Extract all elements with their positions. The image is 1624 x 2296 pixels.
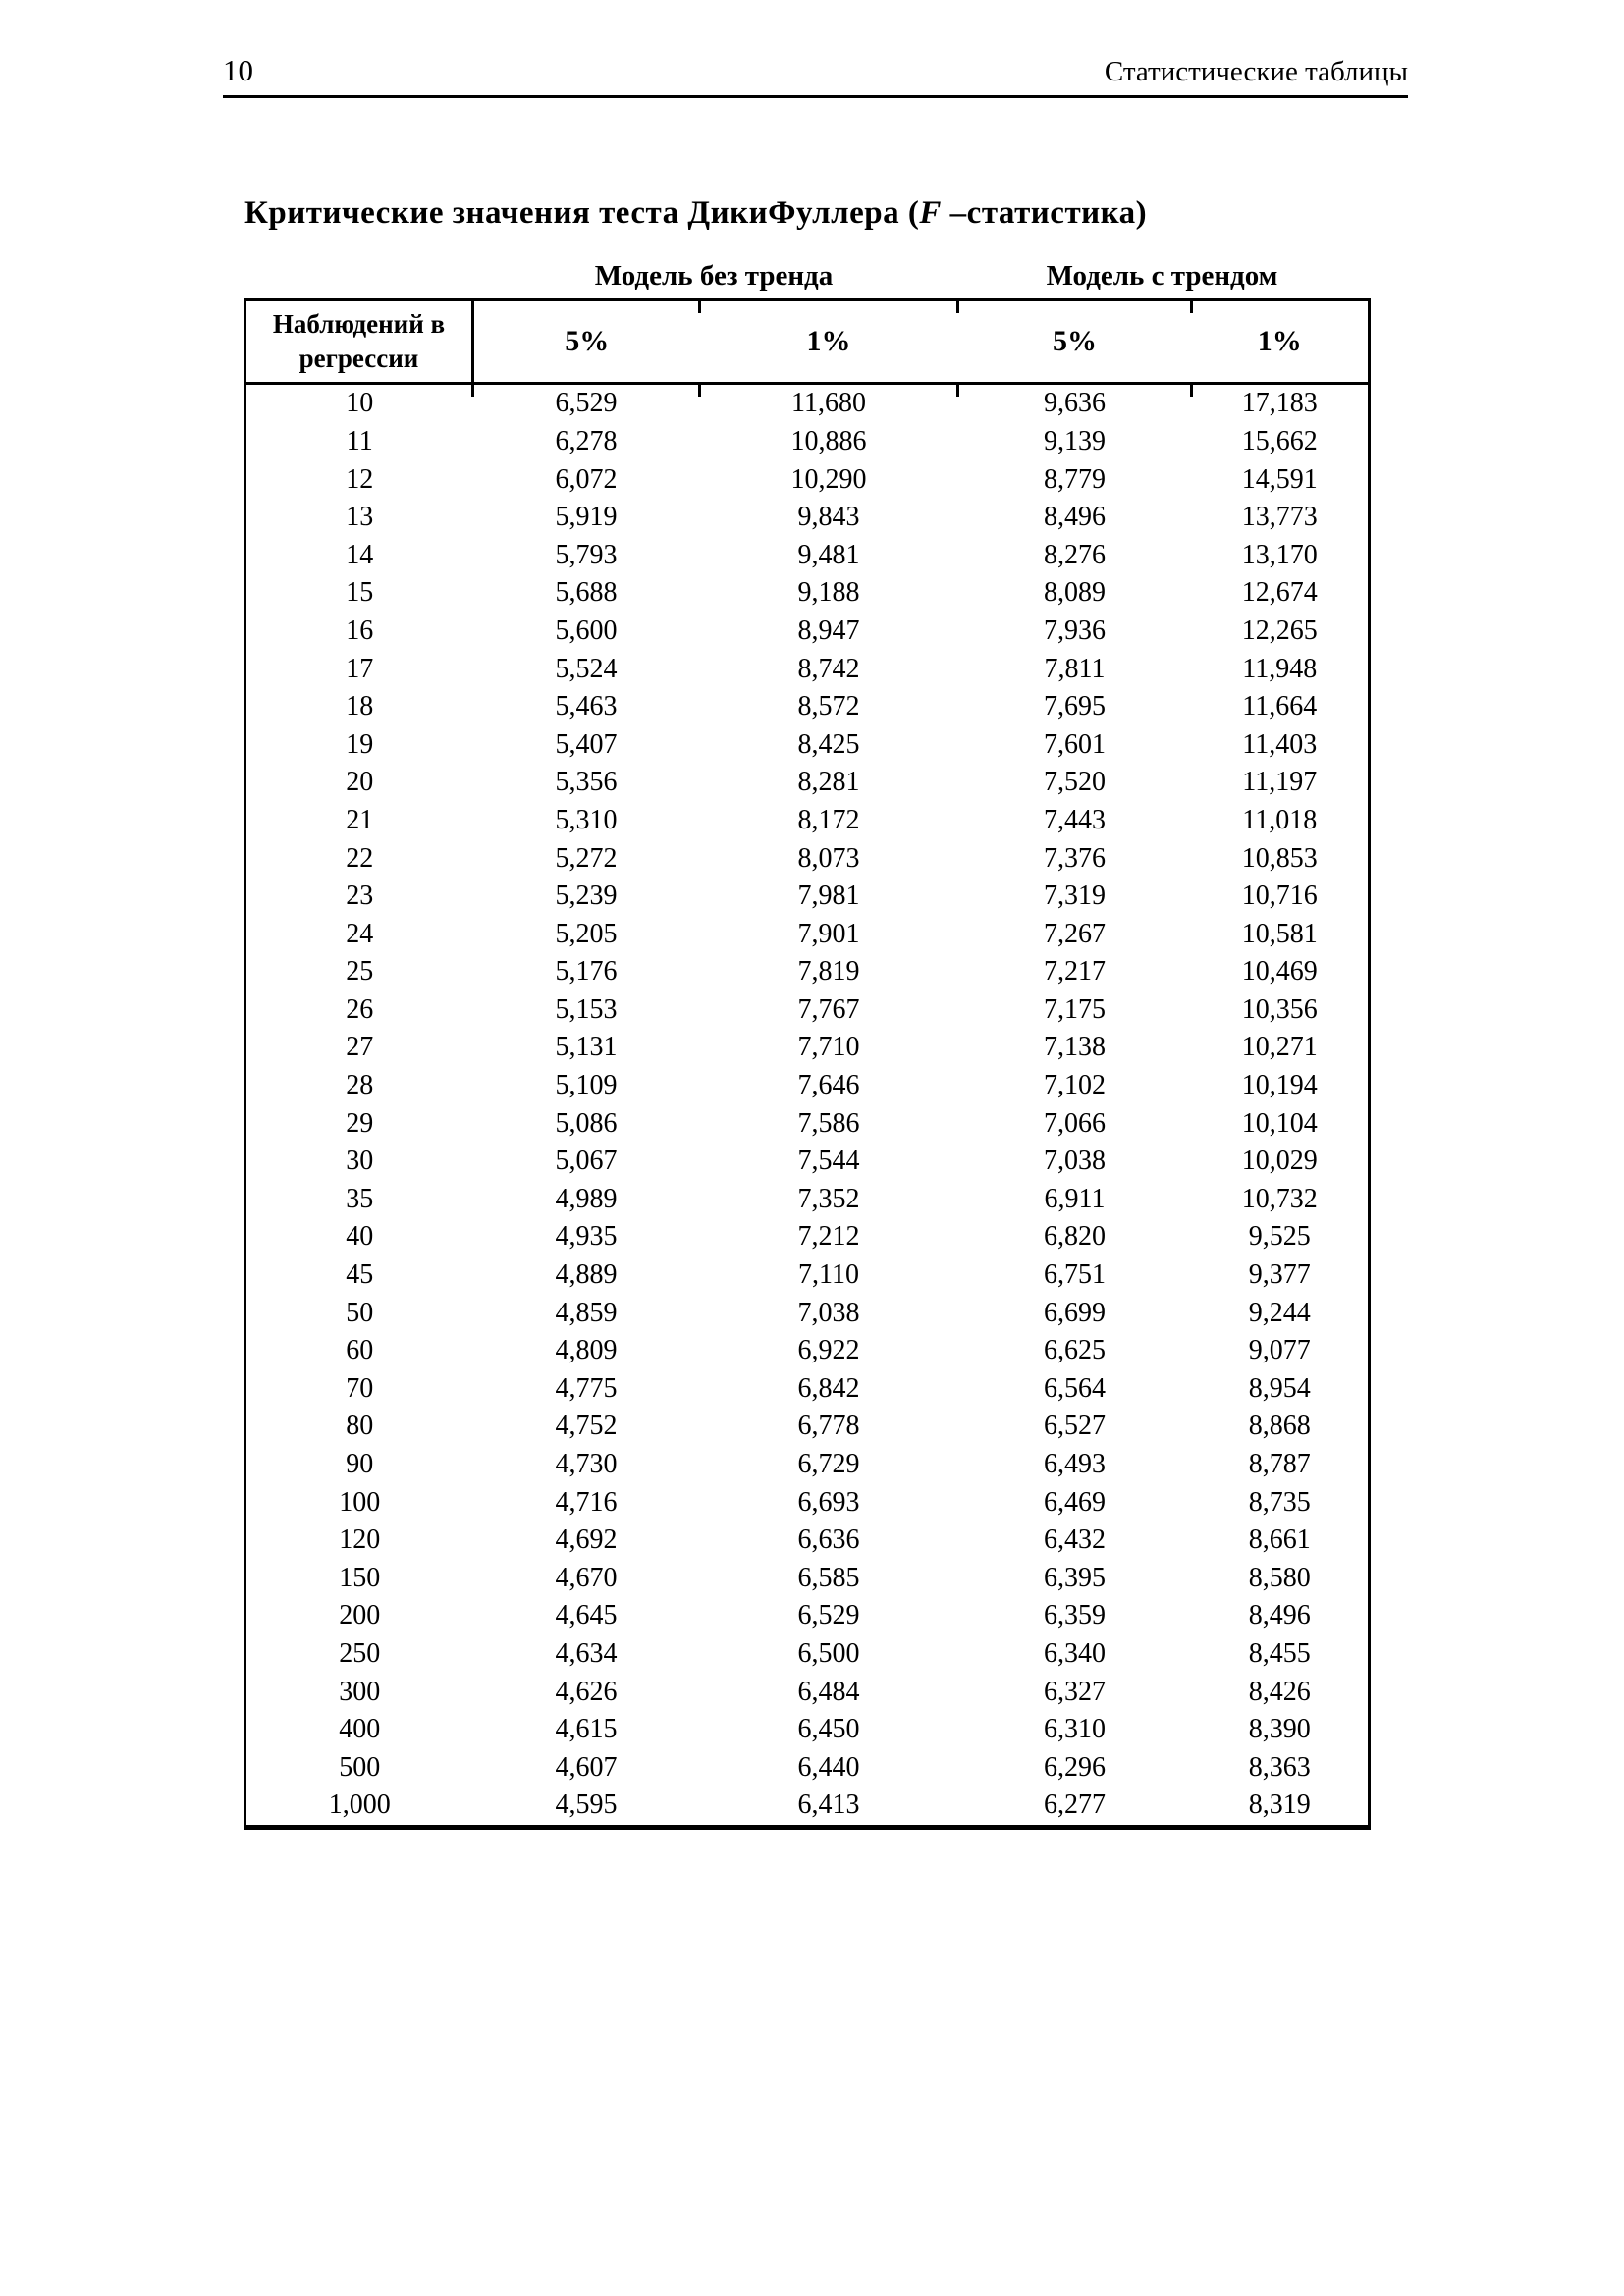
- table-row: [245, 1749, 1370, 1788]
- table-cell: 8,947: [797, 614, 860, 646]
- table-cell: 7,267: [1044, 918, 1106, 949]
- table-row: [245, 651, 1370, 689]
- table-cell: 8,735: [1248, 1486, 1311, 1518]
- table-cell: 5,109: [555, 1070, 618, 1101]
- table-cell: 8,868: [1248, 1411, 1311, 1442]
- table-cell: 5,688: [555, 577, 618, 609]
- table-cell: 5,463: [555, 691, 618, 722]
- table-cell: 25: [346, 956, 374, 988]
- table-cell: 40: [346, 1221, 374, 1253]
- table-cell: 4,716: [555, 1486, 618, 1518]
- table-cell: 6,636: [797, 1524, 860, 1556]
- table-cell: 4,595: [555, 1789, 618, 1821]
- title-text-prefix: Критические значения теста ДикиФуллера (: [244, 195, 920, 231]
- table-row: [245, 1370, 1370, 1409]
- table-cell: 11,018: [1242, 804, 1318, 835]
- page-content: [223, 0, 1408, 1830]
- table-cell: 9,377: [1248, 1259, 1311, 1291]
- table-cell: 6,395: [1044, 1562, 1106, 1593]
- table-cell: 10,716: [1241, 881, 1318, 912]
- table-cell: 8,281: [797, 767, 860, 798]
- table-cell: 10,356: [1241, 993, 1318, 1025]
- table-cell: 8,172: [797, 804, 860, 835]
- model-group-headers: [244, 259, 1368, 294]
- page-number: 10: [223, 53, 253, 87]
- table-cell: 10,104: [1241, 1107, 1318, 1139]
- table-cell: 6,310: [1044, 1714, 1106, 1745]
- table-row: [245, 991, 1370, 1030]
- table-cell: 9,188: [797, 577, 860, 609]
- table-cell: 9,077: [1248, 1335, 1311, 1366]
- table-cell: 4,634: [555, 1637, 618, 1669]
- running-header: [223, 0, 1408, 98]
- table-cell: 5,600: [555, 614, 618, 646]
- table-cell: 7,544: [797, 1146, 860, 1177]
- table-cell: 7,102: [1044, 1070, 1106, 1101]
- table-cell: 10,469: [1241, 956, 1318, 988]
- grid-tick: [1190, 385, 1193, 397]
- table-cell: 6,751: [1044, 1259, 1106, 1291]
- table-cell: 15: [346, 577, 374, 609]
- table-row: [245, 1560, 1370, 1598]
- table-cell: 8,089: [1044, 577, 1106, 609]
- table-row: [245, 423, 1370, 461]
- table-cell: 400: [339, 1714, 381, 1745]
- title-f-symbol: F: [919, 195, 942, 231]
- table-cell: 27: [346, 1032, 374, 1063]
- table-cell: 24: [346, 918, 374, 949]
- table-cell: 8,572: [797, 691, 860, 722]
- table-cell: 10,853: [1241, 842, 1318, 874]
- table-cell: 8,276: [1044, 539, 1106, 570]
- table-cell: 7,601: [1044, 728, 1106, 760]
- table-row: [245, 764, 1370, 802]
- table-cell: 8,455: [1248, 1637, 1311, 1669]
- table-cell: 10: [346, 388, 374, 419]
- table-cell: 6,693: [797, 1486, 860, 1518]
- table-row: [245, 1332, 1370, 1370]
- table-cell: 6,340: [1044, 1637, 1106, 1669]
- table-cell: 5,793: [555, 539, 618, 570]
- table-cell: 5,176: [555, 956, 618, 988]
- table-cell: 6,911: [1044, 1183, 1106, 1214]
- table-cell: 500: [339, 1751, 381, 1783]
- table-cell: 120: [339, 1524, 381, 1556]
- table-body: [245, 384, 1370, 1828]
- table-cell: 4,752: [555, 1411, 618, 1442]
- running-header-title: Статистические таблицы: [1104, 56, 1408, 87]
- table-cell: 6,842: [797, 1372, 860, 1404]
- table-cell: 6,729: [797, 1449, 860, 1480]
- table-cell: 8,661: [1248, 1524, 1311, 1556]
- table-cell: 6,413: [797, 1789, 860, 1821]
- table-cell: 4,859: [555, 1297, 618, 1328]
- table-cell: 13,170: [1241, 539, 1318, 570]
- table-row: [245, 1484, 1370, 1522]
- table-row: [245, 916, 1370, 954]
- table-row: [245, 1295, 1370, 1333]
- table-cell: 7,443: [1044, 804, 1106, 835]
- table-cell: 8,580: [1248, 1562, 1311, 1593]
- table-cell: 6,564: [1044, 1372, 1106, 1404]
- table-cell: 12,265: [1241, 614, 1318, 646]
- table-cell: 150: [339, 1562, 381, 1593]
- table-cell: 8,779: [1044, 463, 1106, 495]
- table-row: [245, 1067, 1370, 1105]
- table-cell: 4,626: [555, 1676, 618, 1707]
- table-cell: 250: [339, 1637, 381, 1669]
- table-cell: 7,352: [797, 1183, 860, 1214]
- table-cell: 6,432: [1044, 1524, 1106, 1556]
- table-cell: 6,440: [797, 1751, 860, 1783]
- table-cell: 60: [346, 1335, 374, 1366]
- table-cell: 4,989: [555, 1183, 618, 1214]
- table-cell: 12: [346, 463, 374, 495]
- table-cell: 4,615: [555, 1714, 618, 1745]
- table-row: [245, 802, 1370, 840]
- table-cell: 6,277: [1044, 1789, 1106, 1821]
- table-cell: 6,327: [1044, 1676, 1106, 1707]
- table-cell: 7,038: [797, 1297, 860, 1328]
- grid-tick: [471, 385, 474, 397]
- table-cell: 7,901: [797, 918, 860, 949]
- table-cell: 6,359: [1044, 1600, 1106, 1631]
- table-row: [245, 953, 1370, 991]
- table-row: [245, 1446, 1370, 1484]
- table-row: [245, 1181, 1370, 1219]
- table-cell: 7,710: [797, 1032, 860, 1063]
- table-cell: 19: [346, 728, 374, 760]
- table-cell: 8,496: [1044, 502, 1106, 533]
- table-cell: 7,217: [1044, 956, 1106, 988]
- table-cell: 6,296: [1044, 1751, 1106, 1783]
- table-cell: 4,889: [555, 1259, 618, 1291]
- dickey-fuller-table: [244, 298, 1371, 1830]
- table-cell: 15,662: [1241, 425, 1318, 456]
- table-cell: 10,271: [1241, 1032, 1318, 1063]
- table-cell: 9,843: [797, 502, 860, 533]
- table-cell: 14: [346, 539, 374, 570]
- table-cell: 5,524: [555, 653, 618, 684]
- table-cell: 6,778: [797, 1411, 860, 1442]
- table-cell: 7,376: [1044, 842, 1106, 874]
- table-cell: 10,886: [790, 425, 867, 456]
- table-cell: 50: [346, 1297, 374, 1328]
- table-row: [245, 878, 1370, 916]
- table-cell: 6,585: [797, 1562, 860, 1593]
- table-row: [245, 1105, 1370, 1144]
- table-cell: 200: [339, 1600, 381, 1631]
- table-cell: 8,425: [797, 728, 860, 760]
- table-cell: 9,481: [797, 539, 860, 570]
- table-cell: 11,948: [1242, 653, 1318, 684]
- table-cell: 7,319: [1044, 881, 1106, 912]
- table-cell: 7,066: [1044, 1107, 1106, 1139]
- table-cell: 100: [339, 1486, 381, 1518]
- group-header-spacer: [244, 259, 471, 294]
- grid-tick: [698, 301, 701, 313]
- table-cell: 7,646: [797, 1070, 860, 1101]
- table-cell: 7,811: [1044, 653, 1106, 684]
- table-cell: 29: [346, 1107, 374, 1139]
- table-cell: 6,529: [797, 1600, 860, 1631]
- table-cell: 12,674: [1241, 577, 1318, 609]
- table-row: [245, 1522, 1370, 1560]
- table-row: [245, 1635, 1370, 1674]
- table-cell: 13,773: [1241, 502, 1318, 533]
- table-cell: 8,073: [797, 842, 860, 874]
- table-cell: 5,153: [555, 993, 618, 1025]
- group-header-with-trend: Модель с трендом: [1046, 259, 1278, 292]
- title-text-suffix: –статистика): [941, 195, 1148, 231]
- table-cell: 8,426: [1248, 1676, 1311, 1707]
- table-cell: 5,086: [555, 1107, 618, 1139]
- table-cell: 6,450: [797, 1714, 860, 1745]
- table-cell: 21: [346, 804, 374, 835]
- table-cell: 6,922: [797, 1335, 860, 1366]
- table-row: [245, 384, 1370, 423]
- table-cell: 300: [339, 1676, 381, 1707]
- table-cell: 70: [346, 1372, 374, 1404]
- table-cell: 45: [346, 1259, 374, 1291]
- table-cell: 5,356: [555, 767, 618, 798]
- table-cell: 6,527: [1044, 1411, 1106, 1442]
- table-cell: 22: [346, 842, 374, 874]
- table-row: [245, 1787, 1370, 1827]
- table-cell: 7,110: [798, 1259, 859, 1291]
- table-cell: 8,742: [797, 653, 860, 684]
- table-cell: 7,212: [797, 1221, 860, 1253]
- table-cell: 5,310: [555, 804, 618, 835]
- table-cell: 9,244: [1248, 1297, 1311, 1328]
- table-cell: 4,730: [555, 1449, 618, 1480]
- table-cell: 6,625: [1044, 1335, 1106, 1366]
- table-cell: 7,138: [1044, 1032, 1106, 1063]
- table-cell: 8,496: [1248, 1600, 1311, 1631]
- table-cell: 7,038: [1044, 1146, 1106, 1177]
- table-cell: 26: [346, 993, 374, 1025]
- table-cell: 7,695: [1044, 691, 1106, 722]
- header-row: [245, 300, 1370, 384]
- table-row: [245, 537, 1370, 575]
- table-cell: 20: [346, 767, 374, 798]
- table-row: [245, 1256, 1370, 1295]
- table-cell: 4,645: [555, 1600, 618, 1631]
- table-row: [245, 840, 1370, 879]
- table-cell: 7,936: [1044, 614, 1106, 646]
- table-cell: 6,484: [797, 1676, 860, 1707]
- table-cell: 4,670: [555, 1562, 618, 1593]
- table-cell: 5,067: [555, 1146, 618, 1177]
- table-cell: 6,072: [555, 463, 618, 495]
- table-cell: 5,407: [555, 728, 618, 760]
- table-cell: 4,809: [555, 1335, 618, 1366]
- table-cell: 10,194: [1241, 1070, 1318, 1101]
- table-cell: 7,520: [1044, 767, 1106, 798]
- table-cell: 8,363: [1248, 1751, 1311, 1783]
- table-cell: 5,205: [555, 918, 618, 949]
- table-cell: 6,529: [555, 388, 618, 419]
- table-cell: 4,607: [555, 1751, 618, 1783]
- table-cell: 6,500: [797, 1637, 860, 1669]
- column-header-5pct-no-trend: 5%: [473, 300, 700, 384]
- table-cell: 17: [346, 653, 374, 684]
- table-cell: 10,029: [1241, 1146, 1318, 1177]
- table-cell: 5,272: [555, 842, 618, 874]
- table-row: [245, 1029, 1370, 1067]
- grid-tick: [956, 385, 959, 397]
- table-cell: 10,290: [790, 463, 867, 495]
- table-cell: 18: [346, 691, 374, 722]
- table-cell: 14,591: [1241, 463, 1318, 495]
- table-cell: 6,278: [555, 425, 618, 456]
- grid-tick: [698, 385, 701, 397]
- table-row: [245, 688, 1370, 726]
- table-row: [245, 1408, 1370, 1446]
- table-cell: 5,239: [555, 881, 618, 912]
- column-header-observations: Наблюдений в регрессии: [245, 300, 473, 384]
- table-cell: 5,919: [555, 502, 618, 533]
- table-cell: 8,787: [1248, 1449, 1311, 1480]
- table-row: [245, 574, 1370, 613]
- table-row: [245, 1674, 1370, 1712]
- table-cell: 4,935: [555, 1221, 618, 1253]
- table-cell: 11,664: [1242, 691, 1318, 722]
- table-cell: 6,493: [1044, 1449, 1106, 1480]
- table-cell: 7,981: [797, 881, 860, 912]
- table-cell: 6,820: [1044, 1221, 1106, 1253]
- table-cell: 28: [346, 1070, 374, 1101]
- table-cell: 10,581: [1241, 918, 1318, 949]
- table-cell: 80: [346, 1411, 374, 1442]
- group-header-no-trend: Модель без тренда: [594, 259, 834, 292]
- table-cell: 7,586: [797, 1107, 860, 1139]
- grid-tick: [956, 301, 959, 313]
- critical-values-table: [223, 298, 1408, 1830]
- table-row: [245, 1218, 1370, 1256]
- table-cell: 5,131: [555, 1032, 618, 1063]
- table-cell: 10,732: [1241, 1183, 1318, 1214]
- table-row: [245, 726, 1370, 765]
- table-cell: 17,183: [1241, 388, 1318, 419]
- table-row: [245, 1597, 1370, 1635]
- table-row: [245, 613, 1370, 651]
- table-cell: 4,692: [555, 1524, 618, 1556]
- table-cell: 6,699: [1044, 1297, 1106, 1328]
- page-title: [244, 194, 1408, 234]
- table-cell: 9,525: [1248, 1221, 1311, 1253]
- table-cell: 16: [346, 614, 374, 646]
- table-cell: 7,767: [797, 993, 860, 1025]
- table-cell: 8,390: [1248, 1714, 1311, 1745]
- grid-tick: [1190, 301, 1193, 313]
- table-cell: 7,819: [797, 956, 860, 988]
- table-row: [245, 461, 1370, 500]
- column-header-1pct-with-trend: 1%: [1192, 300, 1370, 384]
- table-cell: 9,139: [1044, 425, 1106, 456]
- table-cell: 35: [346, 1183, 374, 1214]
- table-cell: 1,000: [328, 1789, 391, 1821]
- table-cell: 7,175: [1044, 993, 1106, 1025]
- table-cell: 13: [346, 502, 374, 533]
- table-cell: 11,403: [1242, 728, 1318, 760]
- table-cell: 11: [346, 425, 373, 456]
- table-row: [245, 499, 1370, 537]
- table-cell: 6,469: [1044, 1486, 1106, 1518]
- table-cell: 11,680: [791, 388, 866, 419]
- column-header-5pct-with-trend: 5%: [958, 300, 1192, 384]
- table-cell: 11,197: [1242, 767, 1318, 798]
- column-header-1pct-no-trend: 1%: [700, 300, 958, 384]
- table-cell: 9,636: [1044, 388, 1106, 419]
- table-cell: 8,319: [1248, 1789, 1311, 1821]
- table-cell: 4,775: [555, 1372, 618, 1404]
- table-row: [245, 1711, 1370, 1749]
- table-cell: 23: [346, 881, 374, 912]
- table-cell: 8,954: [1248, 1372, 1311, 1404]
- table-cell: 90: [346, 1449, 374, 1480]
- table-cell: 30: [346, 1146, 374, 1177]
- table-row: [245, 1143, 1370, 1181]
